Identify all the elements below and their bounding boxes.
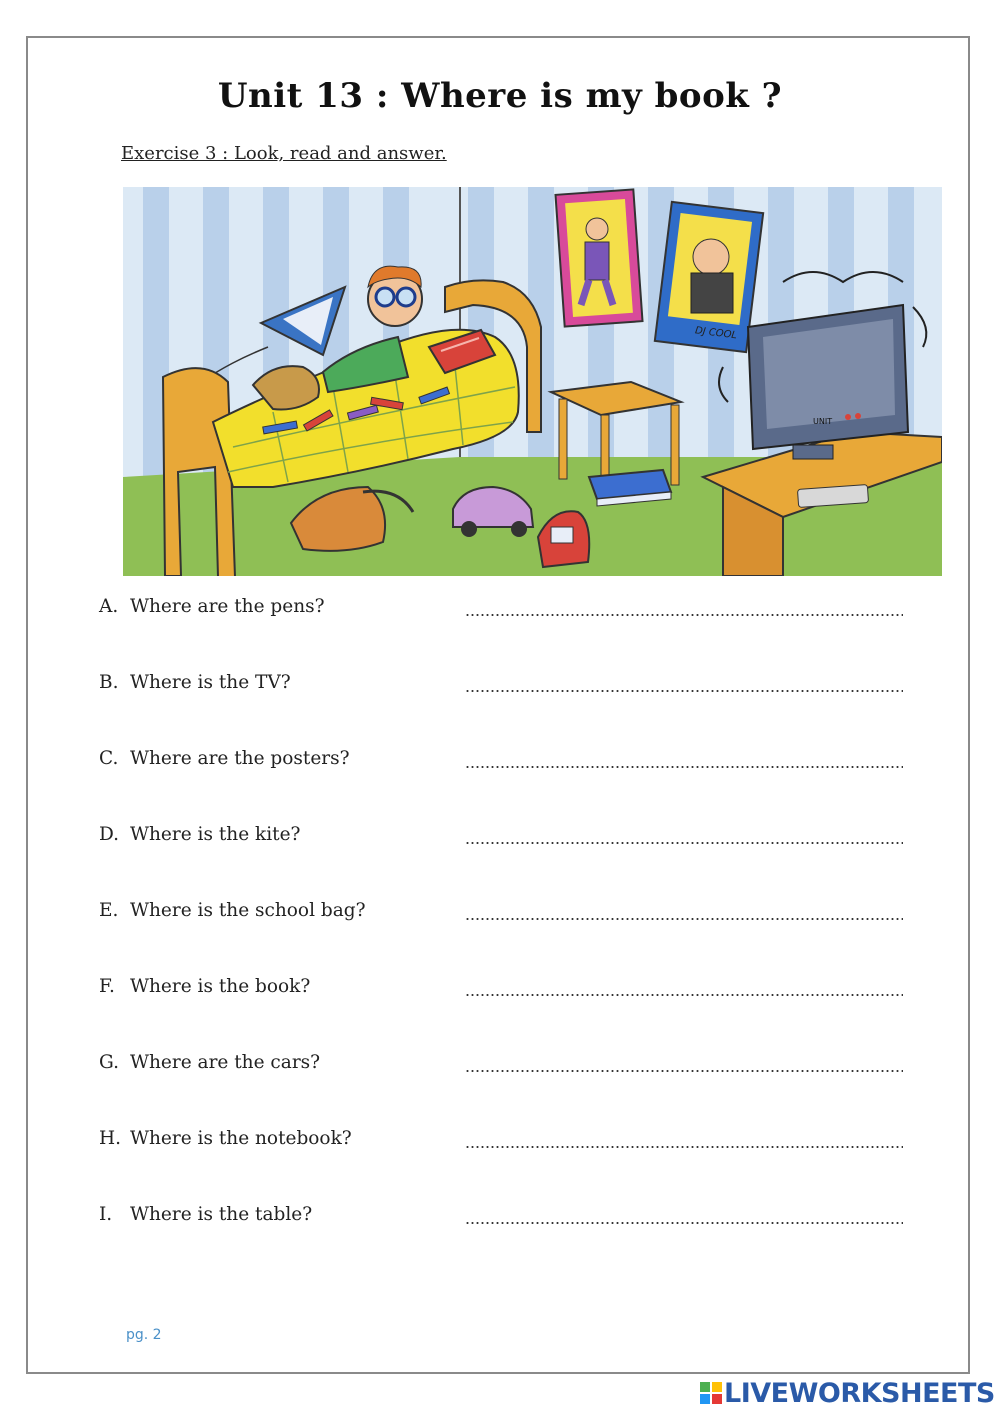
question-text: Where is the book? xyxy=(130,976,311,997)
question-text: Where is the table? xyxy=(130,1204,313,1225)
question-letter: A. xyxy=(99,596,119,617)
poster-singer xyxy=(555,189,642,326)
question-row xyxy=(99,1204,909,1232)
question-letter: E. xyxy=(99,900,119,921)
answer-line[interactable] xyxy=(465,841,903,845)
question-text: Where is the TV? xyxy=(130,672,291,693)
question-letter: I. xyxy=(99,1204,113,1225)
question-text: Where is the notebook? xyxy=(130,1128,352,1149)
question-text: Where are the cars? xyxy=(130,1052,321,1073)
answer-line[interactable] xyxy=(465,765,903,769)
question-row xyxy=(99,596,909,624)
exercise-instruction: Exercise 3 : Look, read and answer. xyxy=(121,143,447,164)
poster-dj-cool xyxy=(655,202,763,352)
question-row xyxy=(99,1128,909,1156)
question-text: Where are the pens? xyxy=(130,596,325,617)
question-text: Where is the school bag? xyxy=(130,900,366,921)
question-text: Where are the posters? xyxy=(130,748,350,769)
question-text: Where is the kite? xyxy=(130,824,301,845)
question-row xyxy=(99,976,909,1004)
brand-name: LIVEWORKSHEETS xyxy=(724,1378,995,1409)
question-letter: F. xyxy=(99,976,115,997)
question-row xyxy=(99,824,909,852)
book xyxy=(589,470,671,506)
question-row xyxy=(99,748,909,776)
question-letter: H. xyxy=(99,1128,122,1149)
liveworksheets-logo-icon xyxy=(700,1382,722,1404)
bedroom-illustration xyxy=(123,187,942,576)
answer-line[interactable] xyxy=(465,1145,903,1149)
answer-line[interactable] xyxy=(465,993,903,997)
page-title: Unit 13 : Where is my book ? xyxy=(217,76,783,116)
answer-line[interactable] xyxy=(465,689,903,693)
answer-line[interactable] xyxy=(465,1221,903,1225)
question-row xyxy=(99,1052,909,1080)
poster-caption: DJ COOL xyxy=(694,325,738,342)
answer-line[interactable] xyxy=(465,613,903,617)
tv-label: UNIT xyxy=(813,417,833,426)
question-letter: D. xyxy=(99,824,120,845)
question-letter: G. xyxy=(99,1052,119,1073)
answer-line[interactable] xyxy=(465,1069,903,1073)
page-number: pg. 2 xyxy=(126,1327,162,1343)
question-row xyxy=(99,900,909,928)
question-letter: B. xyxy=(99,672,119,693)
question-row xyxy=(99,672,909,700)
question-letter: C. xyxy=(99,748,119,769)
answer-line[interactable] xyxy=(465,917,903,921)
